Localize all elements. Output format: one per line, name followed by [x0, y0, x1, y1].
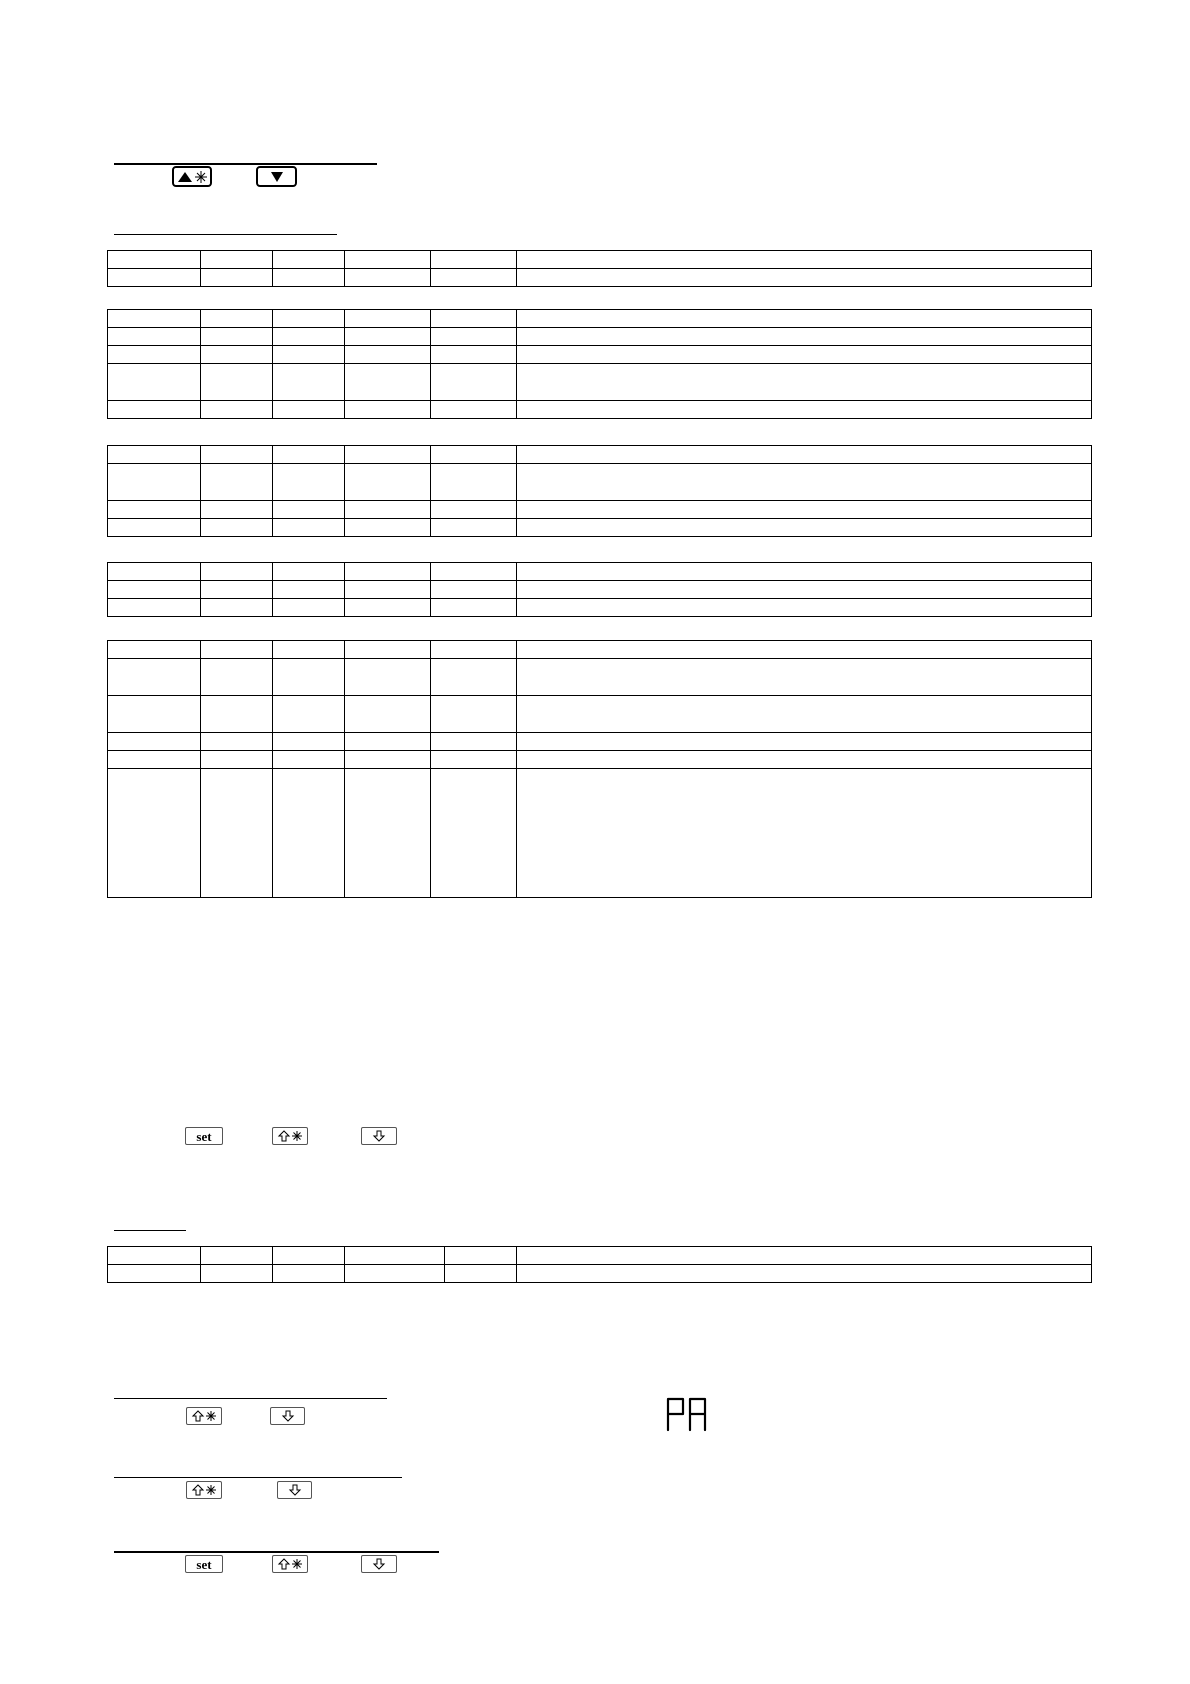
table-row — [108, 251, 1092, 269]
table-row — [108, 328, 1092, 346]
set-button[interactable] — [185, 1127, 223, 1145]
table-row — [108, 464, 1092, 501]
up-triangle-snowflake-icon — [175, 169, 209, 185]
down-key-4[interactable] — [361, 1555, 397, 1573]
up-arrow-snowflake-icon — [189, 1483, 219, 1497]
table-row — [108, 751, 1092, 769]
parameter-table-3 — [107, 445, 1092, 537]
up-snowflake-key[interactable] — [272, 1127, 308, 1145]
table-row — [108, 581, 1092, 599]
up-snowflake-key-3[interactable] — [186, 1481, 222, 1499]
up-arrow-snowflake-icon — [275, 1129, 305, 1143]
parameter-table-1 — [107, 250, 1092, 287]
table-row — [108, 310, 1092, 328]
seven-segment-pa-glyphs — [665, 1394, 713, 1434]
table-row — [108, 659, 1092, 696]
up-snowflake-button[interactable] — [172, 166, 212, 187]
table-row — [108, 401, 1092, 419]
table-row — [108, 1247, 1092, 1265]
table-row — [108, 733, 1092, 751]
section-heading-rule-2 — [114, 234, 337, 235]
up-snowflake-key-4[interactable] — [272, 1555, 308, 1573]
up-arrow-snowflake-icon — [275, 1557, 305, 1571]
table-row — [108, 519, 1092, 537]
parameter-table-4 — [107, 562, 1092, 617]
table-row — [108, 346, 1092, 364]
section-heading-rule-5 — [114, 1477, 402, 1478]
section-heading-rule-6 — [114, 1551, 439, 1553]
parameter-table-bottom — [107, 1246, 1092, 1283]
section-heading-rule-4 — [114, 1398, 387, 1399]
parameter-table-2 — [107, 309, 1092, 419]
table-row — [108, 641, 1092, 659]
down-triangle-icon — [267, 170, 287, 184]
down-arrow-icon — [279, 1409, 297, 1423]
set-button-2[interactable] — [185, 1555, 223, 1573]
down-key[interactable] — [361, 1127, 397, 1145]
down-arrow-icon — [370, 1557, 388, 1571]
section-heading-rule-1 — [114, 163, 377, 165]
down-arrow-icon — [286, 1483, 304, 1497]
table-row — [108, 769, 1092, 898]
section-heading-rule-3 — [114, 1230, 186, 1231]
seven-segment-display — [665, 1394, 713, 1434]
table-row — [108, 364, 1092, 401]
table-row — [108, 599, 1092, 617]
down-button[interactable] — [256, 166, 297, 187]
set-button-label: set — [196, 1128, 212, 1144]
parameter-table-5 — [107, 640, 1092, 898]
table-row — [108, 446, 1092, 464]
down-key-2[interactable] — [270, 1407, 305, 1425]
up-snowflake-key-2[interactable] — [186, 1407, 222, 1425]
down-arrow-icon — [370, 1129, 388, 1143]
up-arrow-snowflake-icon — [189, 1409, 219, 1423]
table-row — [108, 269, 1092, 287]
table-row — [108, 1265, 1092, 1283]
down-key-3[interactable] — [277, 1481, 312, 1499]
table-row — [108, 696, 1092, 733]
set-button-label: set — [196, 1556, 212, 1572]
table-row — [108, 501, 1092, 519]
table-row — [108, 563, 1092, 581]
